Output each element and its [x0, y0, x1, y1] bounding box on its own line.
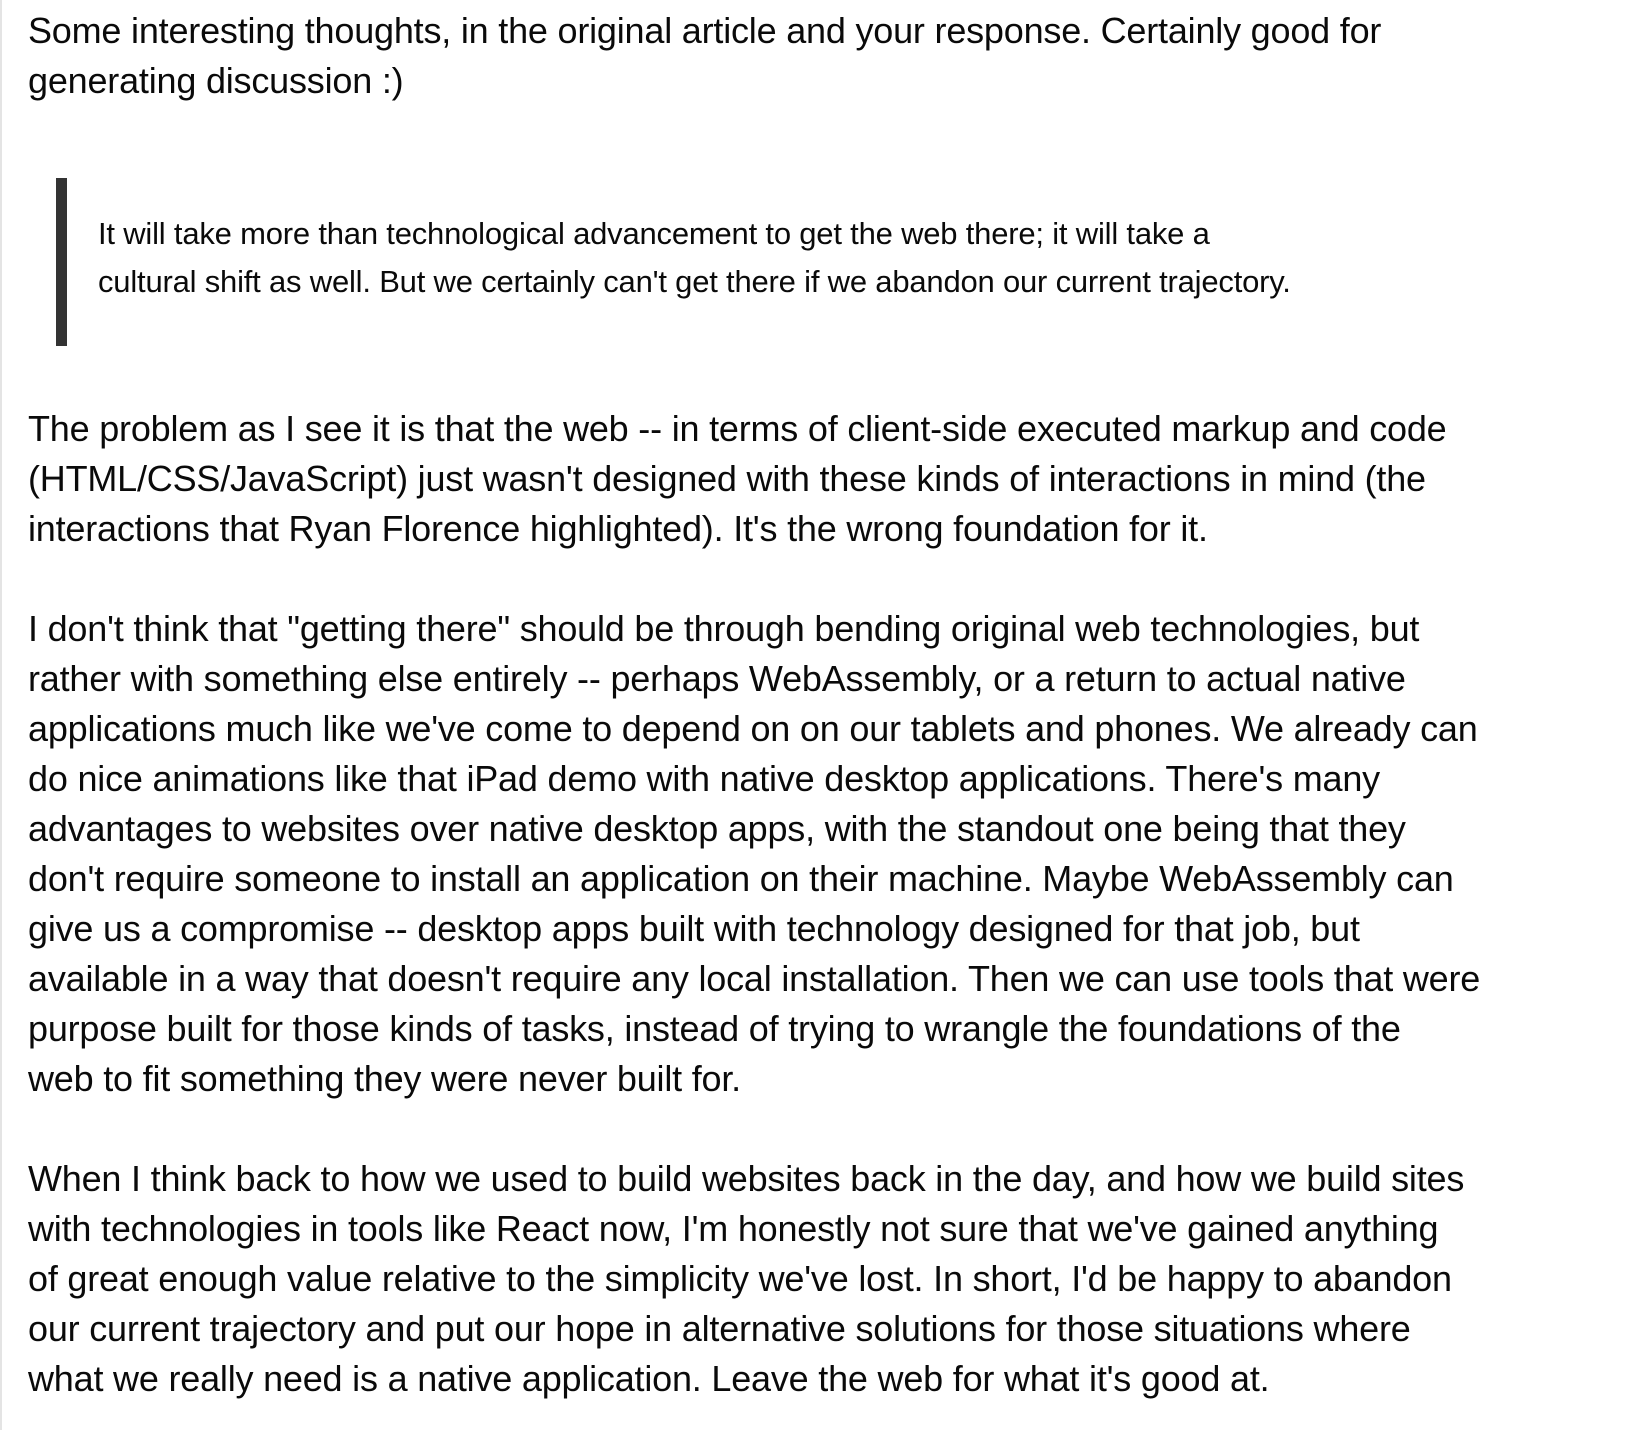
blockquote-text: It will take more than technological advancement to get the web there; it will take a cultural shift as well. But we certainly can't get there if we abandon our current trajectory.	[98, 216, 1291, 299]
comment-paragraph-3: When I think back to how we used to build websites back in the day, and how we build sites with technologies in tools like React now, I'm honestly not sure that we've gained anything of great enough value relative to the simplicity we've lost. In short, I'd be happy to abandon our current trajectory and put our hope in alternative solutions for those situations where what we really need is a native application. Leave the web for what it's good at.	[28, 1158, 1465, 1399]
blockquote-bar	[56, 178, 67, 346]
left-border	[0, 0, 2, 1430]
comment-paragraph-2: I don't think that "getting there" should be through bending original web technologies, but rather with something else entirely -- perhaps WebAssembly, or a return to actual native applications much like we've come to depend on on our tablets and phones. We already can do nice animations like that iPad demo with native desktop applications. There's many advantages to websites over native desktop apps, with the standout one being that they don't require someone to install an application on their machine. Maybe WebAssembly can give us a compromise -- desktop apps built with technology designed for that job, but available in a way that doesn't require any local installation. Then we can use tools that were purpose built for those kinds of tasks, instead of trying to wrangle the foundations of the web to fit something they were never built for.	[28, 608, 1481, 1099]
comment-body	[28, 6, 1613, 1404]
comment-paragraph-1: The problem as I see it is that the web -- in terms of client-side executed markup and code (HTML/CSS/JavaScript) just wasn't designed with these kinds of interactions in mind (the interactions that Ryan Florence highlighted). It's the wrong foundation for it.	[28, 408, 1447, 549]
comment-intro-paragraph: Some interesting thoughts, in the original article and your response. Certainly good for generating discussion :)	[28, 10, 1382, 101]
blockquote	[56, 178, 1613, 342]
